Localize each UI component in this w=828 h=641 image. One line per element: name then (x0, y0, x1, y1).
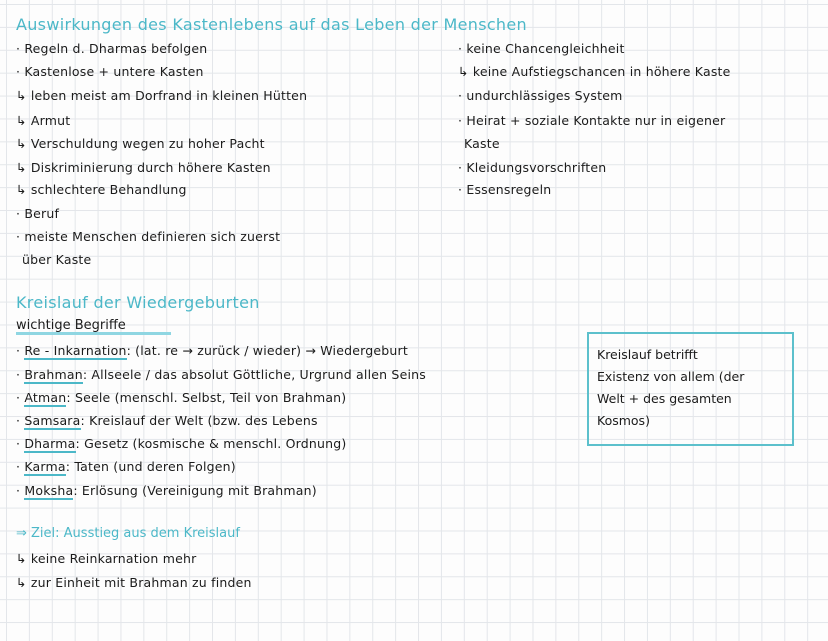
list-item: · keine Chancengleichheit (458, 41, 625, 56)
list-item: ↳ zur Einheit mit Brahman zu finden (16, 575, 252, 590)
term-label: Samsara (24, 413, 81, 428)
bullet: · (16, 367, 25, 382)
bullet: · (16, 343, 25, 358)
list-item: · Beruf (16, 206, 60, 221)
list-item: ↳ schlechtere Behandlung (16, 182, 187, 197)
list-item: Kaste (464, 136, 500, 151)
list-item: · undurchlässiges System (458, 88, 623, 103)
term-row (16, 436, 347, 452)
term-definition: : Gesetz (kosmische & menschl. Ordnung) (75, 436, 347, 451)
list-item: · Kleidungsvorschriften (458, 160, 607, 175)
note-line: Welt + des gesamten (597, 391, 732, 406)
list-item: · Kastenlose + untere Kasten (16, 64, 204, 79)
term-label: Brahman (24, 367, 83, 382)
goal-heading: ⇒ Ziel: Ausstieg aus dem Kreislauf (16, 526, 240, 541)
list-item: über Kaste (22, 252, 92, 267)
term-definition: : Seele (menschl. Selbst, Teil von Brahman) (66, 390, 347, 405)
term-row (16, 367, 426, 383)
list-item: ↳ Diskriminierung durch höhere Kasten (16, 160, 271, 175)
term-row (16, 459, 236, 475)
note-line: Existenz von allem (der (597, 369, 745, 384)
note-line: Kosmos) (597, 413, 650, 428)
term-definition: : (lat. re → zurück / wieder) → Wiedergeburt (126, 343, 408, 358)
list-item: ↳ keine Aufstiegschancen in höhere Kaste (458, 64, 731, 79)
section2-title: Kreislauf der Wiedergeburten (16, 293, 260, 312)
term-row (16, 390, 346, 406)
section1-title: Auswirkungen des Kastenlebens auf das Leben der Menschen (16, 15, 527, 34)
term-definition: : Erlösung (Vereinigung mit Brahman) (73, 483, 317, 498)
list-item: · Regeln d. Dharmas befolgen (16, 41, 208, 56)
list-item: ↳ Armut (16, 113, 71, 128)
list-item: ↳ leben meist am Dorfrand in kleinen Hütten (16, 88, 308, 103)
term-definition: : Taten (und deren Folgen) (65, 459, 236, 474)
term-row (16, 413, 318, 429)
bullet: · (16, 459, 25, 474)
term-definition: : Allseele / das absolut Göttliche, Urgrund allen Seins (82, 367, 426, 382)
list-item: · Essensregeln (458, 182, 552, 197)
term-label: Moksha (24, 483, 74, 498)
term-label: Atman (24, 390, 67, 405)
bullet: · (16, 390, 25, 405)
note-box (587, 332, 794, 446)
list-item: ↳ Verschuldung wegen zu hoher Pacht (16, 136, 265, 151)
bullet: · (16, 436, 25, 451)
list-item: ↳ keine Reinkarnation mehr (16, 551, 197, 566)
list-item: · meiste Menschen definieren sich zuerst (16, 229, 281, 244)
section2-subtitle: wichtige Begriffe (16, 318, 126, 333)
term-row (16, 343, 408, 359)
note-line: Kreislauf betrifft (597, 347, 698, 362)
term-label: Dharma (24, 436, 76, 451)
term-label: Karma (24, 459, 66, 474)
term-definition: : Kreislauf der Welt (bzw. des Lebens (80, 413, 318, 428)
bullet: · (16, 483, 25, 498)
term-row (16, 483, 317, 499)
list-item: · Heirat + soziale Kontakte nur in eigener (458, 113, 726, 128)
bullet: · (16, 413, 25, 428)
term-label: Re - Inkarnation (24, 343, 127, 358)
